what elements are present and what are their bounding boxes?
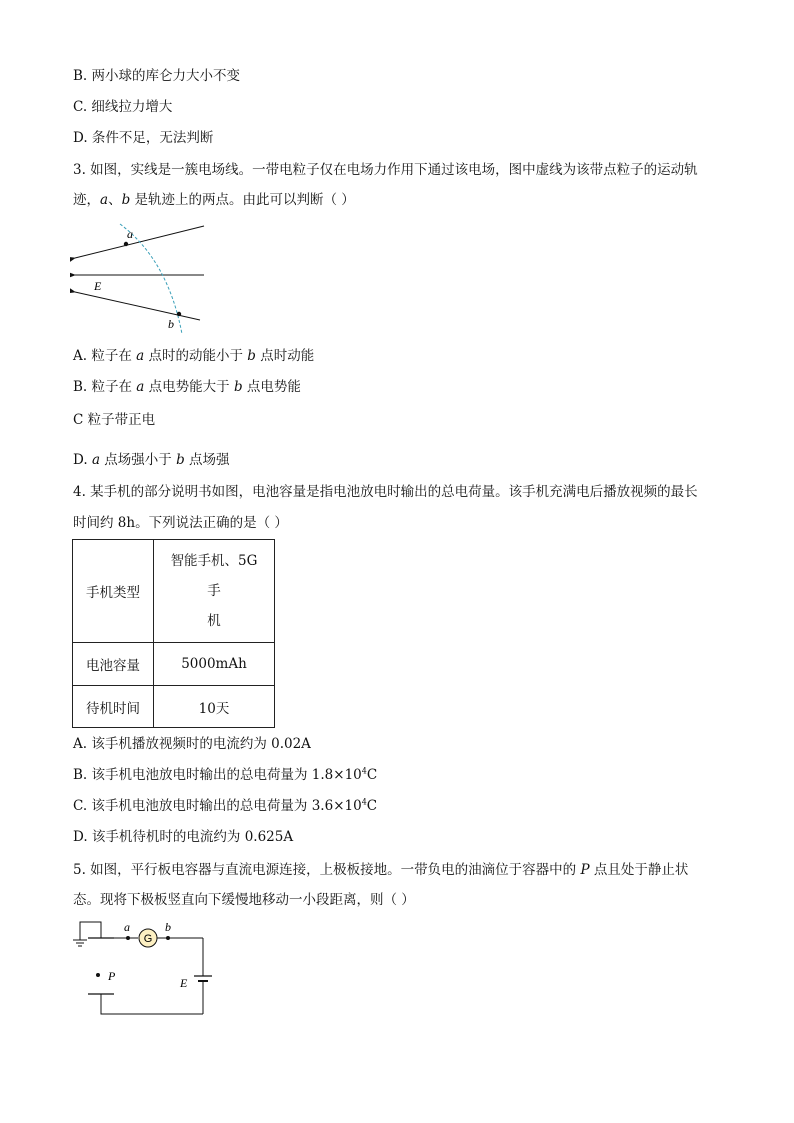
label-E: E	[94, 279, 102, 293]
table-value-phone-type: 智能手机、5G 手 机	[154, 540, 275, 643]
q4-option-c: C. 该手机电池放电时输出的总电荷量为 $3.6\times 10^4C$	[73, 797, 378, 814]
table-value-battery: 5000mAh	[154, 643, 275, 686]
label-b: b	[168, 317, 174, 331]
table-key-battery: 电池容量	[73, 643, 154, 686]
table-row	[73, 540, 275, 643]
q5-stem-line2: 态。现将下极板竖直向下缓慢地移动一小段距离，则（ ）	[73, 892, 415, 908]
q2-option-b: B. 两小球的库仑力大小不变	[73, 68, 241, 84]
label-b: b	[165, 920, 171, 934]
label-a: a	[124, 920, 130, 934]
label-E: E	[180, 976, 188, 990]
capacitor-circuit-diagram	[68, 918, 218, 1020]
q3-option-c: C 粒子带正电	[73, 412, 156, 428]
oil-drop-dot	[96, 973, 100, 977]
q2-option-c: C. 细线拉力增大	[73, 99, 173, 115]
svg-text:G: G	[143, 933, 153, 945]
label-a: a	[127, 227, 133, 241]
q5-stem-line1: 5. 如图，平行板电容器与直流电源连接，上极板接地。一带负电的油滴位于容器中的 P 点且处于静止状	[73, 862, 689, 878]
q3-option-a: A. 粒子在 a 点时的动能小于 b 点时动能	[73, 348, 315, 364]
q3-stem-line1: 3. 如图，实线是一簇电场线。一带电粒子仅在电场力作用下通过该电场，图中虚线为该带点粒子的运动轨	[73, 162, 698, 178]
q4-option-b: B. 该手机电池放电时输出的总电荷量为 $1.8\times 10^4C$	[73, 766, 378, 783]
q3-option-b: B. 粒子在 a 点电势能大于 b 点电势能	[73, 379, 301, 395]
label-P: P	[108, 969, 116, 983]
table-value-standby: 10天	[154, 686, 275, 728]
table-row	[73, 643, 275, 686]
table-key-standby: 待机时间	[73, 686, 154, 728]
q4-stem-line1: 4. 某手机的部分说明书如图，电池容量是指电池放电时输出的总电荷量。该手机充满电后播放视频的最长	[73, 484, 698, 500]
phone-spec-table	[72, 539, 275, 728]
electric-field-diagram	[70, 222, 210, 334]
q3-option-d: D. a 点场强小于 b 点场强	[73, 452, 230, 468]
q4-option-a: A. 该手机播放视频时的电流约为 0.02A	[73, 736, 311, 752]
q2-option-d: D. 条件不足，无法判断	[73, 130, 214, 146]
q4-option-d: D. 该手机待机时的电流约为 0.625A	[73, 829, 294, 845]
point-a-dot	[124, 242, 128, 246]
q4-stem-line2: 时间约 8h。下列说法正确的是（ ）	[73, 515, 288, 531]
table-row	[73, 686, 275, 728]
table-key-phone-type: 手机类型	[73, 540, 154, 643]
q3-stem-line2: 迹，a、b 是轨迹上的两点。由此可以判断（ ）	[73, 192, 355, 208]
field-line-bottom	[75, 292, 200, 320]
point-b-dot	[177, 312, 181, 316]
